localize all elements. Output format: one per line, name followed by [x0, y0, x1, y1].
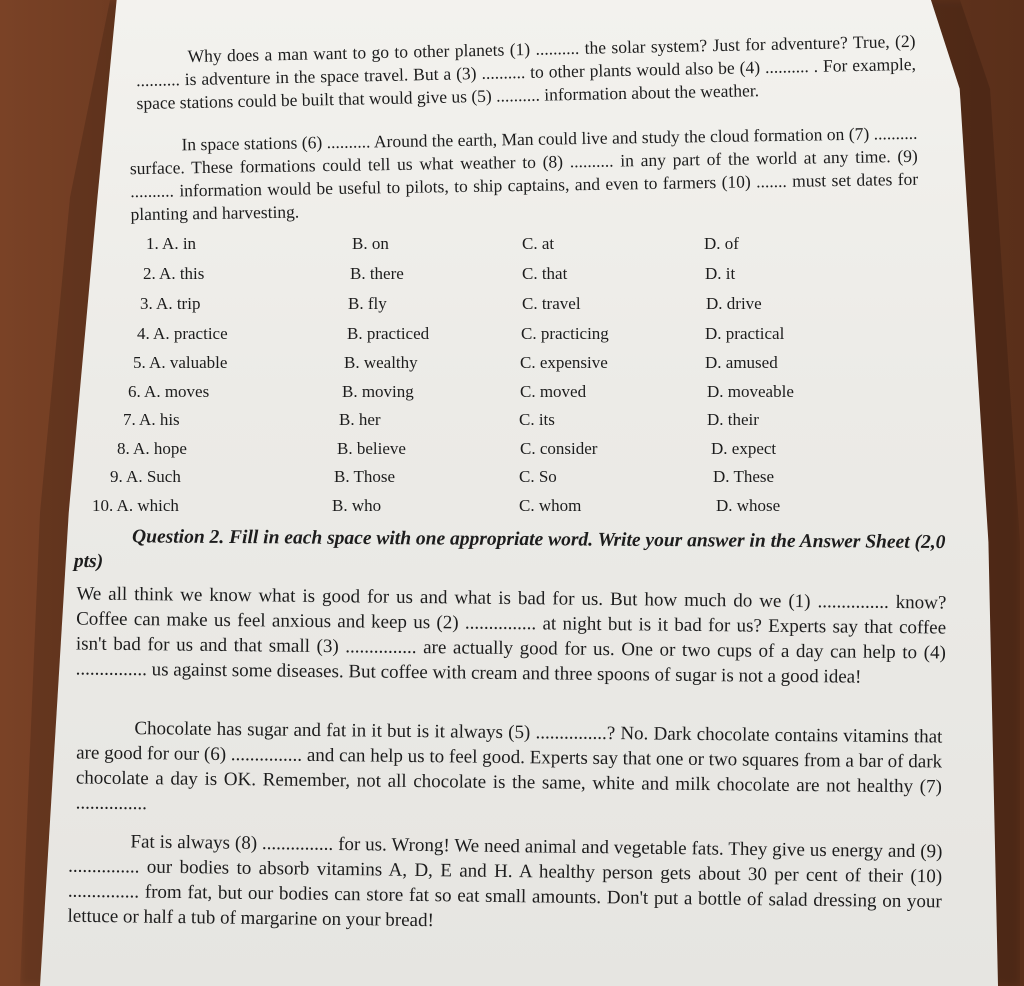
option-row-9-a: 9. A. Such — [110, 467, 181, 486]
option-row-10-d: D. whose — [716, 496, 781, 515]
option-row-3-d: D. drive — [706, 294, 762, 313]
option-row-6 — [128, 382, 928, 410]
option-row-8 — [117, 439, 917, 467]
option-row-2-c: C. that — [522, 264, 568, 283]
passage-1-paragraph-1: Why does a man want to go to other planets (1) .......... the solar system? Just for adventure? True, (2) .......... is adventure in the space travel. But a (3) .......... to other plants would also be (4) .......... . For example, space stations could be built that would give us (5) .......... information about the weather. — [135, 30, 917, 114]
option-row-7 — [123, 410, 923, 438]
option-row-9-c: C. So — [519, 467, 557, 486]
option-row-10-b: B. who — [332, 496, 382, 515]
option-row-6-a: 6. A. moves — [128, 382, 210, 401]
option-row-9-d: D. These — [713, 467, 775, 486]
option-row-10-c: C. whom — [519, 496, 582, 515]
option-row-1-b: B. on — [352, 234, 389, 253]
option-row-4 — [137, 324, 937, 352]
option-row-6-d: D. moveable — [707, 382, 794, 401]
passage-2-paragraph-1: We all think we know what is good for us and what is bad for us. But how much do we (1) ............... know? Coffee can make us feel anxious and keep us (2) ............... at night but is it bad for us? Experts say that coffee isn't bad for us and that small (3) ............... are actually good for us. One or two cups of a day can help to (4) ............... us against some diseases. But coffee with cream and three spoons of sugar is not a good idea! — [75, 583, 947, 688]
option-row-3-b: B. fly — [348, 294, 387, 313]
option-row-8-b: B. believe — [337, 439, 406, 458]
option-row-8-c: C. consider — [520, 439, 598, 458]
option-row-4-d: D. practical — [705, 324, 785, 343]
option-row-3-a: 3. A. trip — [140, 294, 201, 313]
option-row-3 — [140, 294, 940, 322]
option-row-2-d: D. it — [705, 264, 736, 283]
option-row-1-c: C. at — [522, 234, 555, 253]
option-row-5-d: D. amused — [705, 353, 778, 372]
option-row-3-c: C. travel — [522, 294, 581, 313]
option-row-10 — [92, 496, 892, 524]
option-row-5-b: B. wealthy — [344, 353, 418, 372]
question-2-title: Question 2. Fill in each space with one appropriate word. Write your answer in the Answer Sheet (2,0 pts) — [73, 526, 946, 573]
option-row-5-c: C. expensive — [520, 353, 608, 372]
option-row-4-c: C. practicing — [521, 324, 609, 343]
option-row-7-c: C. its — [519, 410, 555, 429]
option-row-2-b: B. there — [350, 264, 404, 283]
option-row-4-a: 4. A. practice — [137, 324, 228, 343]
option-row-1 — [146, 234, 946, 262]
option-row-2-a: 2. A. this — [143, 264, 205, 283]
passage-2-paragraph-2: Chocolate has sugar and fat in it but is it always (5) ...............? No. Dark chocolate contains vitamins that are good for our (6) ............... and can help us to feel good. Experts say that one or two squares from a bar of dark chocolate a day is OK. Remember, not all chocolate is the same, white and milk chocolate are not healthy (7) ............... — [75, 718, 943, 815]
passage-2-paragraph-3: Fat is always (8) ............... for us. Wrong! We need animal and vegetable fats. They give us energy and (9) ............... our bodies to absorb vitamins A, D, E and H. A healthy person gets about 30 per cent of their (10) ............... from fat, but our bodies can store fat so eat small amounts. Don't put a bottle of salad dressing on your lettuce or half a tub of margarine on your bread! — [67, 831, 943, 932]
option-row-5-a: 5. A. valuable — [133, 353, 228, 372]
option-row-9 — [110, 467, 910, 495]
option-row-2 — [143, 264, 943, 292]
option-row-10-a: 10. A. which — [92, 496, 179, 515]
option-row-5 — [133, 353, 933, 381]
option-row-6-b: B. moving — [342, 382, 414, 401]
option-row-9-b: B. Those — [334, 467, 396, 486]
option-row-7-b: B. her — [339, 410, 381, 429]
option-row-7-a: 7. A. his — [123, 410, 180, 429]
option-row-1-a: 1. A. in — [146, 234, 197, 253]
option-row-1-d: D. of — [704, 234, 739, 253]
passage-1-paragraph-2: In space stations (6) .......... Around the earth, Man could live and study the cloud formation on (7) .......... surface. These formations could tell us what weather to (8) .......... in any part of the world at any time. (9) .......... information would be useful to pilots, to ship captains, and even to farmers (10) ....... must set dates for planting and harvesting. — [129, 122, 919, 225]
option-row-7-d: D. their — [707, 410, 759, 429]
option-row-8-d: D. expect — [711, 439, 777, 458]
option-row-4-b: B. practiced — [347, 324, 430, 343]
option-row-8-a: 8. A. hope — [117, 439, 187, 458]
option-row-6-c: C. moved — [520, 382, 587, 401]
